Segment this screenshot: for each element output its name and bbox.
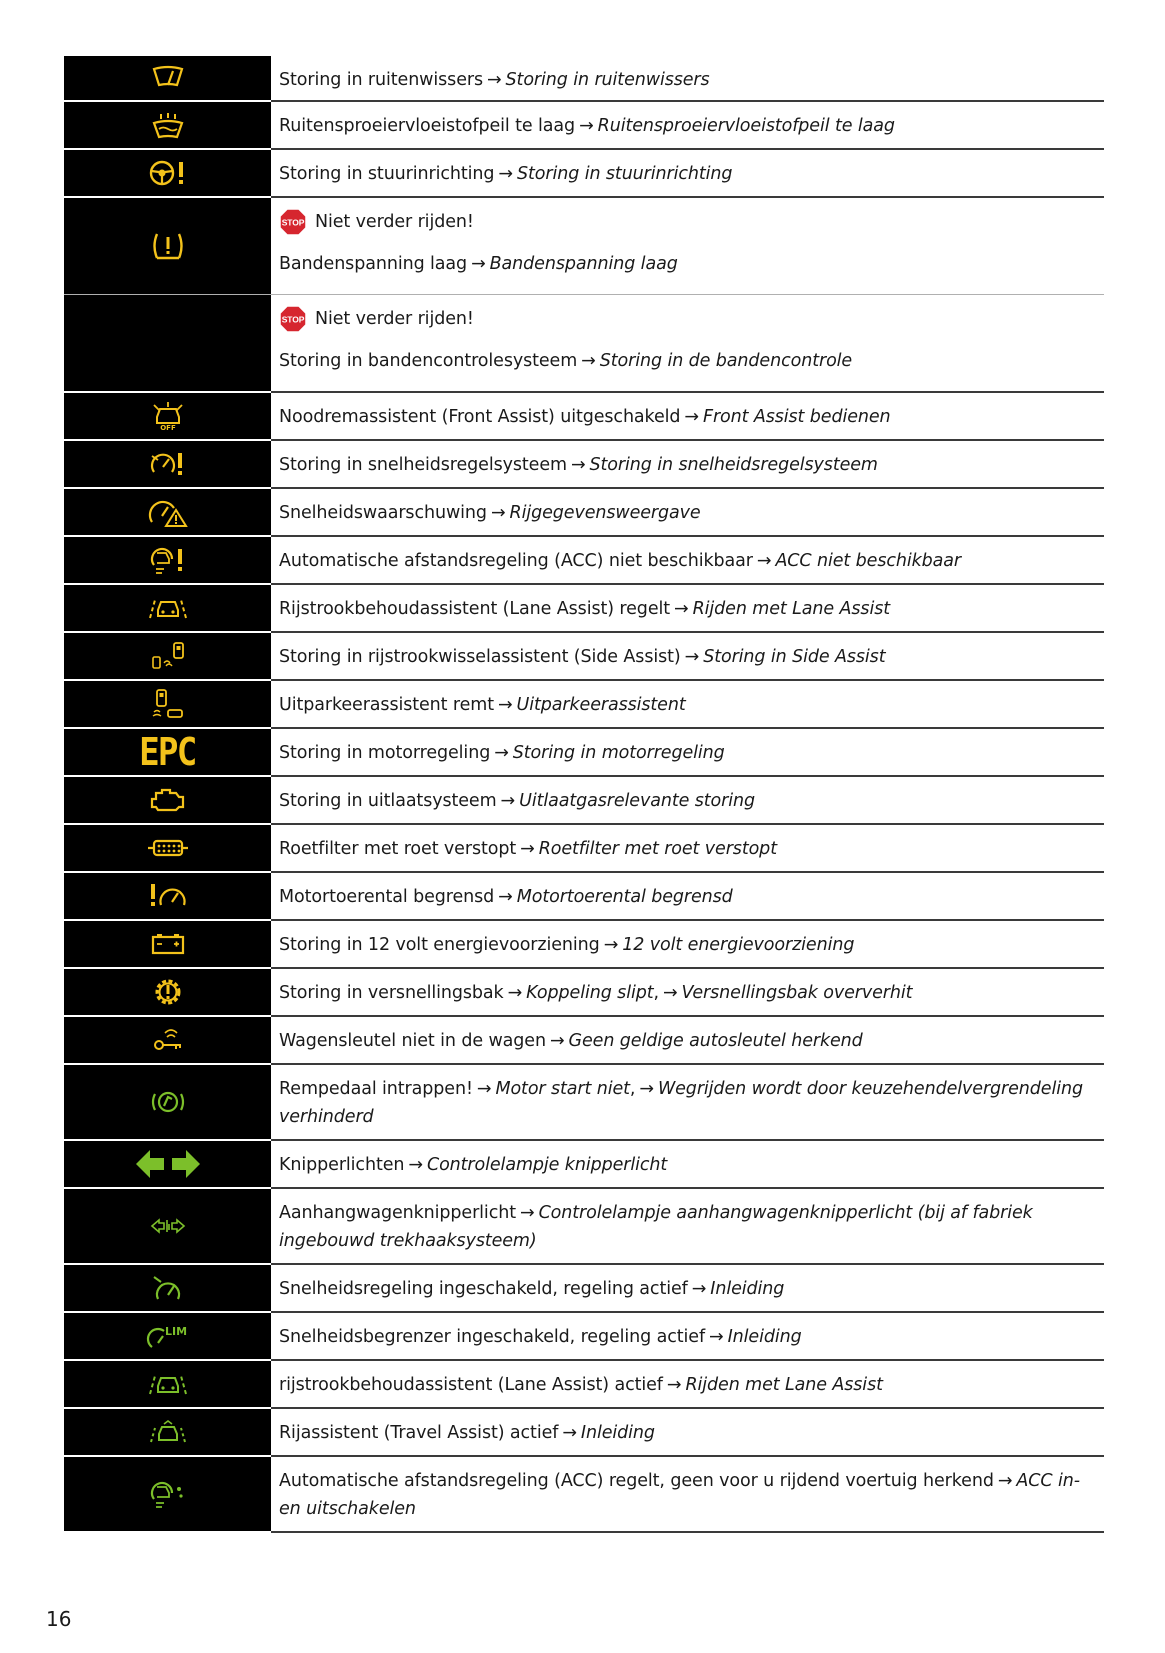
reference-link[interactable]: Uitlaatgasrelevante storing <box>519 791 755 811</box>
table-row <box>64 969 1104 1017</box>
reference-link[interactable]: ACC niet beschikbaar <box>775 551 962 571</box>
table-row <box>64 393 1104 441</box>
row-description: STOP Niet verder rijden! Bandenspanning laag → Bandenspanning laag <box>271 198 1104 294</box>
reference-link[interactable]: Geen geldige autosleutel herkend <box>568 1031 863 1051</box>
table-row <box>64 873 1104 921</box>
svg-text:LIM: LIM <box>164 1325 187 1338</box>
brake-pedal-icon <box>64 1065 271 1141</box>
battery-icon <box>64 921 271 969</box>
reference-link[interactable]: Front Assist bedienen <box>702 407 891 427</box>
reference-link[interactable]: Storing in ruitenwissers <box>505 70 710 90</box>
row-description: Storing in snelheidsregelsysteem → Storing in snelheidsregelsysteem <box>279 455 878 475</box>
reference-link[interactable]: Ruitensproeiervloeistofpeil te laag <box>597 116 895 136</box>
row-description: Uitparkeerassistent remt → Uitparkeerassistent <box>279 695 686 715</box>
reference-link[interactable]: Storing in motorregeling <box>512 743 725 763</box>
table-row <box>64 729 1104 777</box>
table-row <box>64 295 1104 393</box>
warning-lights-table <box>64 56 1104 1533</box>
stop-sign-icon <box>279 305 307 333</box>
reference-link[interactable]: Motor start niet <box>495 1079 630 1099</box>
row-description: Roetfilter met roet verstopt → Roetfilter met roet verstopt <box>279 839 777 859</box>
reference-link[interactable]: Rijden met Lane Assist <box>692 599 890 619</box>
steering-fault-icon <box>64 150 271 198</box>
table-row <box>64 825 1104 873</box>
reference-link[interactable]: Koppeling slipt <box>526 983 654 1003</box>
engine-icon <box>64 777 271 825</box>
row-description: Automatische afstandsregeling (ACC) regelt, geen voor u rijdend voertuig herkend → ACC in- en uitschakelen <box>279 1471 1080 1519</box>
table-row <box>64 56 1104 102</box>
row-description: Ruitensproeiervloeistofpeil te laag → Ruitensproeiervloeistofpeil te laag <box>279 116 895 136</box>
table-row <box>64 1313 1104 1361</box>
svg-text:STOP: STOP <box>281 314 305 325</box>
reference-link[interactable]: Storing in Side Assist <box>703 647 886 667</box>
reference-link[interactable]: Inleiding <box>710 1279 785 1299</box>
table-row <box>64 441 1104 489</box>
key-icon <box>64 1017 271 1065</box>
row-description: Aanhangwagenknipperlicht → Controlelampje aanhangwagenknipperlicht (bij af fabriek ingebouwd trekhaaksysteem) <box>279 1203 1033 1251</box>
row-description: Rijstrookbehoudassistent (Lane Assist) regelt → Rijden met Lane Assist <box>279 599 890 619</box>
particle-filter-icon <box>64 825 271 873</box>
row-description: Storing in uitlaatsysteem → Uitlaatgasrelevante storing <box>279 791 755 811</box>
table-row <box>64 1065 1104 1141</box>
travel-assist-icon <box>64 1409 271 1457</box>
reference-link[interactable]: Controlelampje knipperlicht <box>426 1155 668 1175</box>
row-description: Storing in motorregeling → Storing in motorregeling <box>279 743 725 763</box>
epc-icon: EPC <box>64 729 271 777</box>
table-row <box>64 585 1104 633</box>
cruise-active-icon <box>64 1265 271 1313</box>
row-description: Storing in rijstrookwisselassistent (Side Assist) → Storing in Side Assist <box>279 647 886 667</box>
acc-unavailable-icon <box>64 537 271 585</box>
row-description: Wagensleutel niet in de wagen → Geen geldige autosleutel herkend <box>279 1031 863 1051</box>
reference-link[interactable]: Roetfilter met roet verstopt <box>538 839 777 859</box>
row-description: Rempedaal intrappen! → Motor start niet, → Wegrijden wordt door keuzehendelvergrendeling verhinderd <box>279 1079 1083 1127</box>
table-row <box>64 102 1104 150</box>
lane-assist-icon <box>64 585 271 633</box>
table-row <box>64 537 1104 585</box>
reference-link[interactable]: Storing in de bandencontrole <box>599 351 853 371</box>
row-description: Snelheidsbegrenzer ingeschakeld, regeling actief → Inleiding <box>279 1327 802 1347</box>
stop-sign-icon <box>279 208 307 236</box>
row-description: Noodremassistent (Front Assist) uitgeschakeld → Front Assist bedienen <box>279 407 891 427</box>
row-description: Rijassistent (Travel Assist) actief → Inleiding <box>279 1423 655 1443</box>
lane-assist-active-icon <box>64 1361 271 1409</box>
table-row <box>64 1017 1104 1065</box>
reference-link[interactable]: Wegrijden wordt door keuzehendelvergrendeling verhinderd <box>279 1079 1083 1127</box>
table-row <box>64 1189 1104 1265</box>
reference-link[interactable]: Rijgegevensweergave <box>509 503 701 523</box>
reference-link[interactable]: Controlelampje aanhangwagenknipperlicht (bij af fabriek ingebouwd trekhaaksysteem) <box>279 1203 1033 1251</box>
reference-link[interactable]: Uitparkeerassistent <box>516 695 686 715</box>
table-row <box>64 681 1104 729</box>
reference-link[interactable]: Motortoerental begrensd <box>516 887 733 907</box>
stop-warning: Niet verder rijden! <box>315 212 474 232</box>
table-row <box>64 633 1104 681</box>
row-description: Storing in 12 volt energievoorziening → 12 volt energievoorziening <box>279 935 855 955</box>
reference-link[interactable]: Inleiding <box>727 1327 802 1347</box>
table-row <box>64 921 1104 969</box>
row-description: Automatische afstandsregeling (ACC) niet beschikbaar → ACC niet beschikbaar <box>279 551 962 571</box>
table-row <box>64 1141 1104 1189</box>
speed-warning-icon <box>64 489 271 537</box>
row-description: Storing in versnellingsbak → Koppeling slipt, → Versnellingsbak oververhit <box>279 983 913 1003</box>
row-description: Storing in stuurinrichting → Storing in stuurinrichting <box>279 164 733 184</box>
row-description: STOP Niet verder rijden! Storing in bandencontrolesysteem → Storing in de bandencontrole <box>271 295 1104 391</box>
table-row <box>64 489 1104 537</box>
svg-text:STOP: STOP <box>281 217 305 228</box>
reference-link[interactable]: Storing in stuurinrichting <box>517 164 733 184</box>
reference-link[interactable]: Storing in snelheidsregelsysteem <box>589 455 878 475</box>
stop-warning: Niet verder rijden! <box>315 309 474 329</box>
page-number: 16 <box>46 1607 72 1631</box>
table-row <box>64 1457 1104 1533</box>
reference-link[interactable]: Inleiding <box>580 1423 655 1443</box>
acc-active-icon <box>64 1457 271 1533</box>
table-row <box>64 1361 1104 1409</box>
reference-link[interactable]: 12 volt energievoorziening <box>622 935 855 955</box>
table-row <box>64 150 1104 198</box>
turn-signals-icon <box>64 1141 271 1189</box>
row-description: Snelheidsregeling ingeschakeld, regeling actief → Inleiding <box>279 1279 785 1299</box>
empty-icon-cell <box>64 295 271 393</box>
washer-fluid-icon <box>64 102 271 150</box>
table-row <box>64 1265 1104 1313</box>
row-description: Snelheidswaarschuwing → Rijgegevensweergave <box>279 503 701 523</box>
trailer-signal-icon <box>64 1189 271 1265</box>
row-description: Motortoerental begrensd → Motortoerental begrensd <box>279 887 733 907</box>
speed-limiter-icon <box>64 1313 271 1361</box>
row-description: Knipperlichten → Controlelampje knipperlicht <box>279 1155 668 1175</box>
cruise-fault-icon <box>64 441 271 489</box>
reference-link[interactable]: Versnellingsbak oververhit <box>681 983 913 1003</box>
front-assist-off-icon <box>64 393 271 441</box>
exit-assist-icon <box>64 681 271 729</box>
table-row <box>64 198 1104 295</box>
row-description: rijstrookbehoudassistent (Lane Assist) actief → Rijden met Lane Assist <box>279 1375 883 1395</box>
reference-link[interactable]: Bandenspanning laag <box>489 254 678 274</box>
wiper-icon <box>64 56 271 102</box>
svg-text:OFF: OFF <box>159 424 176 431</box>
tyre-pressure-icon <box>64 198 271 294</box>
table-row <box>64 777 1104 825</box>
side-assist-icon <box>64 633 271 681</box>
reference-link[interactable]: ACC in- en uitschakelen <box>279 1471 1080 1519</box>
row-description: Storing in ruitenwissers → Storing in ruitenwissers <box>279 70 710 90</box>
rpm-limited-icon <box>64 873 271 921</box>
reference-link[interactable]: Rijden met Lane Assist <box>685 1375 883 1395</box>
gearbox-icon <box>64 969 271 1017</box>
table-row <box>64 1409 1104 1457</box>
